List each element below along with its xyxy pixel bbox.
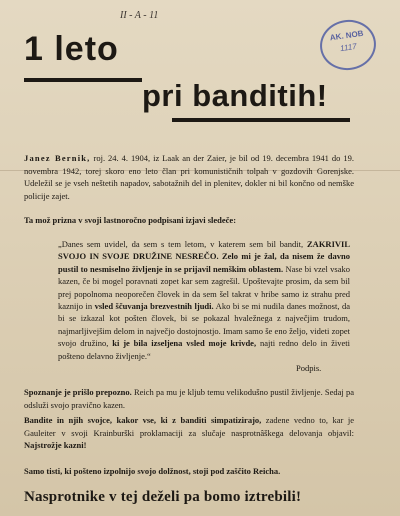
handwritten-reference: II - A - 11 (120, 10, 159, 21)
lead-sentence: Ta mož prizna v svoji lastnoročno podpisani izjavi sledeče: (24, 215, 237, 225)
person-name: Janez Bernik, (24, 153, 91, 163)
headline-rule-right (172, 118, 350, 122)
headline-line2: pri banditih! (142, 78, 328, 113)
p1-text: Reich pa mu je kljub temu velikodušno pustil življenje. Sedaj pa odsluži svojo pravično kazen. (24, 387, 354, 410)
quoted-statement (58, 238, 350, 362)
archive-stamp (317, 16, 379, 73)
quote-bold3: ki je bila izseljena vsled moje krivde, (112, 338, 257, 349)
p2-bold2: Najstrožje kazni! (24, 440, 87, 450)
p2-text: zadene vedno to, kar je Gauleiter v svoji Krainburški proklamaciji za slučaje nasprotnâškega delovanja objavil: (24, 415, 354, 438)
quote-part3: Ako bi se mi nudila danes možnost, da bi se izkazal kot pošten človek, bi se pokazal hvaležnega z največjim trudom, najmarljivejšim delom in največjo dostojnostjo. Imam samo še eno željo, videti zopet svojo družino, (58, 301, 350, 349)
p2-bold: Bandite in njih svojce, kakor vse, ki z banditi simpatizirajo, (24, 415, 262, 425)
headline-line1: 1 leto (24, 30, 119, 68)
p1-bold: Spoznanje je prišlo prepozno. (24, 387, 132, 397)
quote-part1: „Danes sem uvidel, da sem s tem letom, v katerem sem bil bandit, (58, 239, 308, 249)
quote-part4: najti redno delo in živeti pošteno delavno življenje.“ (58, 338, 351, 361)
intro-paragraph (24, 152, 354, 202)
closing-slogan: Nasprotnike v tej deželi pa bomo iztrebili! (24, 489, 302, 505)
paragraph-protection: Samo tisti, ki pošteno izpolnijo svojo dolžnost, stoji pod zaščito Reicha. (24, 466, 281, 476)
paragraph-realization (24, 386, 354, 411)
paragraph-warning (24, 414, 354, 452)
quote-bold1: ZAKRIVIL SVOJO IN SVOJE DRUŽINE NESREČO. Zelo mi je žal, da nisem že davno pustil to nesmiselno življenje in se prijavil nemškim oblastem. (58, 239, 350, 274)
headline-rule-left (24, 78, 142, 82)
stamp-line2: 1117 (339, 41, 358, 54)
stamp-line1: AK. NOB (329, 28, 365, 43)
intro-text: roj. 24. 4. 1904, iz Laak an der Zaier, je bil od 19. decembra 1941 do 19. novembra 1942, torej skoro eno leto član pri komunističnih tolpah v gozdovih Gorenjske. Udeležil se je vseh neštetih napadov, sabotažnih del in plenitev, dokler ni bil končno od nemške policije zajet. (24, 153, 355, 201)
quote-part2: Nase bi vzel vsako kazen, če bi mogel poravnati zopet kar sem zagrešil. Upoštevajte prosim, da sem bil prej popolnoma neoporečen človek in da sem šel takrat v hribe samo iz strahu pred kaznijo in (58, 263, 350, 312)
signature-label: Podpis. (296, 363, 322, 373)
quote-bold2: vsled ščuvanja brezvestnih ljudi. (94, 301, 214, 312)
